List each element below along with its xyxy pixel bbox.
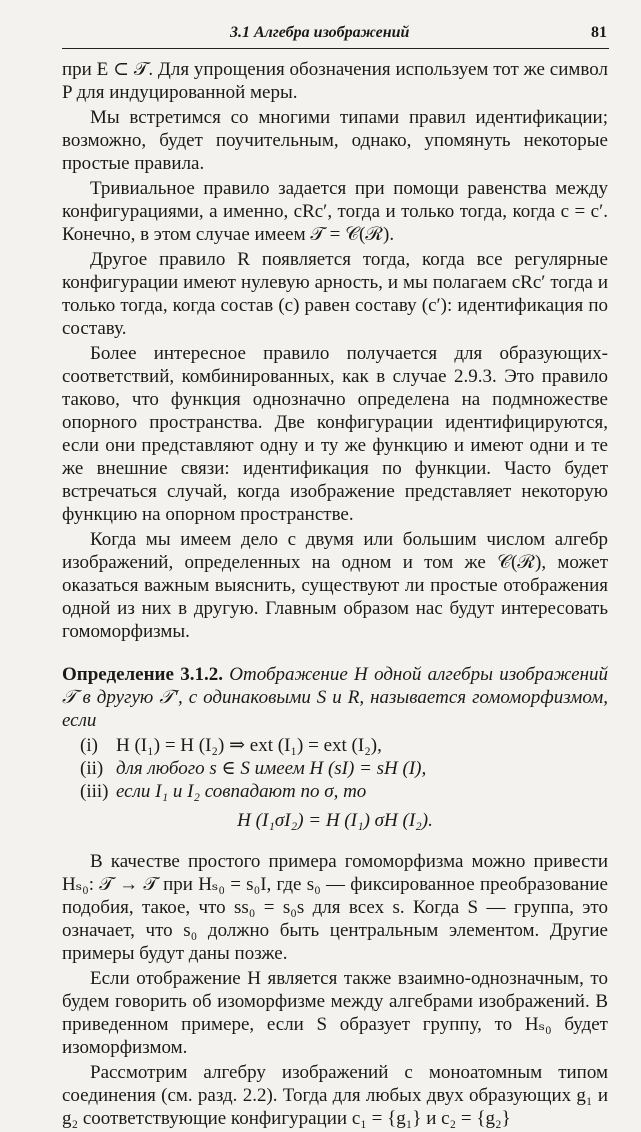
paragraph: Более интересное правило получается для образующих-соответствий, комбинированных, как в случае 2.9.3. Это правило таково, что функция однозначно определена на подмножестве опорного пространства. Две конфигурации идентифицируются, если они представляют одну и ту же функцию и имеют одни и те же внешние связи: идентификация по функции. Часто будет встречаться случай, когда изображение представляет некоторую функцию на опорном пространстве.: [62, 343, 608, 525]
paragraph: Когда мы имеем дело с двумя или большим числом алгебр изображений, определенных на одном и том же 𝒞(ℛ), может оказаться важным выяснить, существуют ли простые отображения одной из них в другую. Главным образом нас будут интересовать гомоморфизмы.: [62, 529, 608, 642]
paragraph-continuation: при E ⊂ 𝒯. Для упрощения обозначения используем тот же символ P для индуцированной меры.: [62, 59, 608, 103]
condition-text: для любого s ∈ S имеем H (sI) = sH (I),: [116, 758, 427, 779]
running-title: 3.1 Алгебра изображений: [230, 24, 410, 41]
condition-marker: (iii): [80, 781, 109, 802]
condition-marker: (ii): [80, 758, 104, 779]
condition-item: [80, 757, 608, 780]
definition-text: Отображение H одной алгебры изображений 𝒯 в другую 𝒯′, с одинаковыми S и R, называется гомоморфизмом, если: [62, 664, 608, 731]
page-header: [62, 22, 609, 49]
condition-text: H (I₁) = H (I₂) ⇒ ext (I₁) = ext (I₂),: [116, 735, 382, 756]
condition-item: [80, 780, 608, 803]
paragraph: Если отображение H является также взаимно-однозначным, то будем говорить об изоморфизме между алгебрами изображений. В приведенном примере, если S образует группу, то Hₛ₀ будет изоморфизмом.: [62, 968, 608, 1058]
paragraph: Тривиальное правило задается при помощи равенства между конфигурациями, а именно, cRc′, тогда и только тогда, когда c = c′. Конечно, в этом случае имеем 𝒯 = 𝒞(ℛ).: [62, 178, 608, 245]
definition-label: Определение 3.1.2.: [62, 664, 223, 685]
condition-item: [80, 734, 608, 757]
paragraph: Другое правило R появляется тогда, когда все регулярные конфигурации имеют нулевую арность, и мы полагаем cRc′ тогда и только тогда, когда состав (c) равен составу (c′): идентификация по составу.: [62, 249, 608, 339]
page-number: 81: [591, 24, 607, 41]
display-formula: H (I₁σI₂) = H (I₁) σH (I₂).: [237, 810, 433, 831]
page-body: [62, 58, 608, 1132]
paragraph: Рассмотрим алгебру изображений с моноатомным типом соединения (см. разд. 2.2). Тогда для любых двух образующих g₁ и g₂ соответствующие конфигурации c₁ = {g₁} и c₂ = {g₂}: [62, 1062, 608, 1129]
definition-conditions: [62, 734, 608, 803]
paragraph: Мы встретимся со многими типами правил идентификации; возможно, будет поучительным, однако, упомянуть некоторые простые правила.: [62, 107, 608, 174]
paragraph: В качестве простого примера гомоморфизма можно привести Hₛ₀: 𝒯 → 𝒯 при Hₛ₀ = s₀I, где s₀ — фиксированное преобразование подобия, такое, что ss₀ = s₀s для всех s. Когда S — группа, это означает, что s₀ должно быть центральным элементом. Другие примеры будут даны позже.: [62, 851, 608, 964]
condition-marker: (i): [80, 735, 98, 756]
definition-block: [62, 663, 608, 732]
condition-text: если I₁ и I₂ совпадают по σ, то: [116, 781, 367, 802]
